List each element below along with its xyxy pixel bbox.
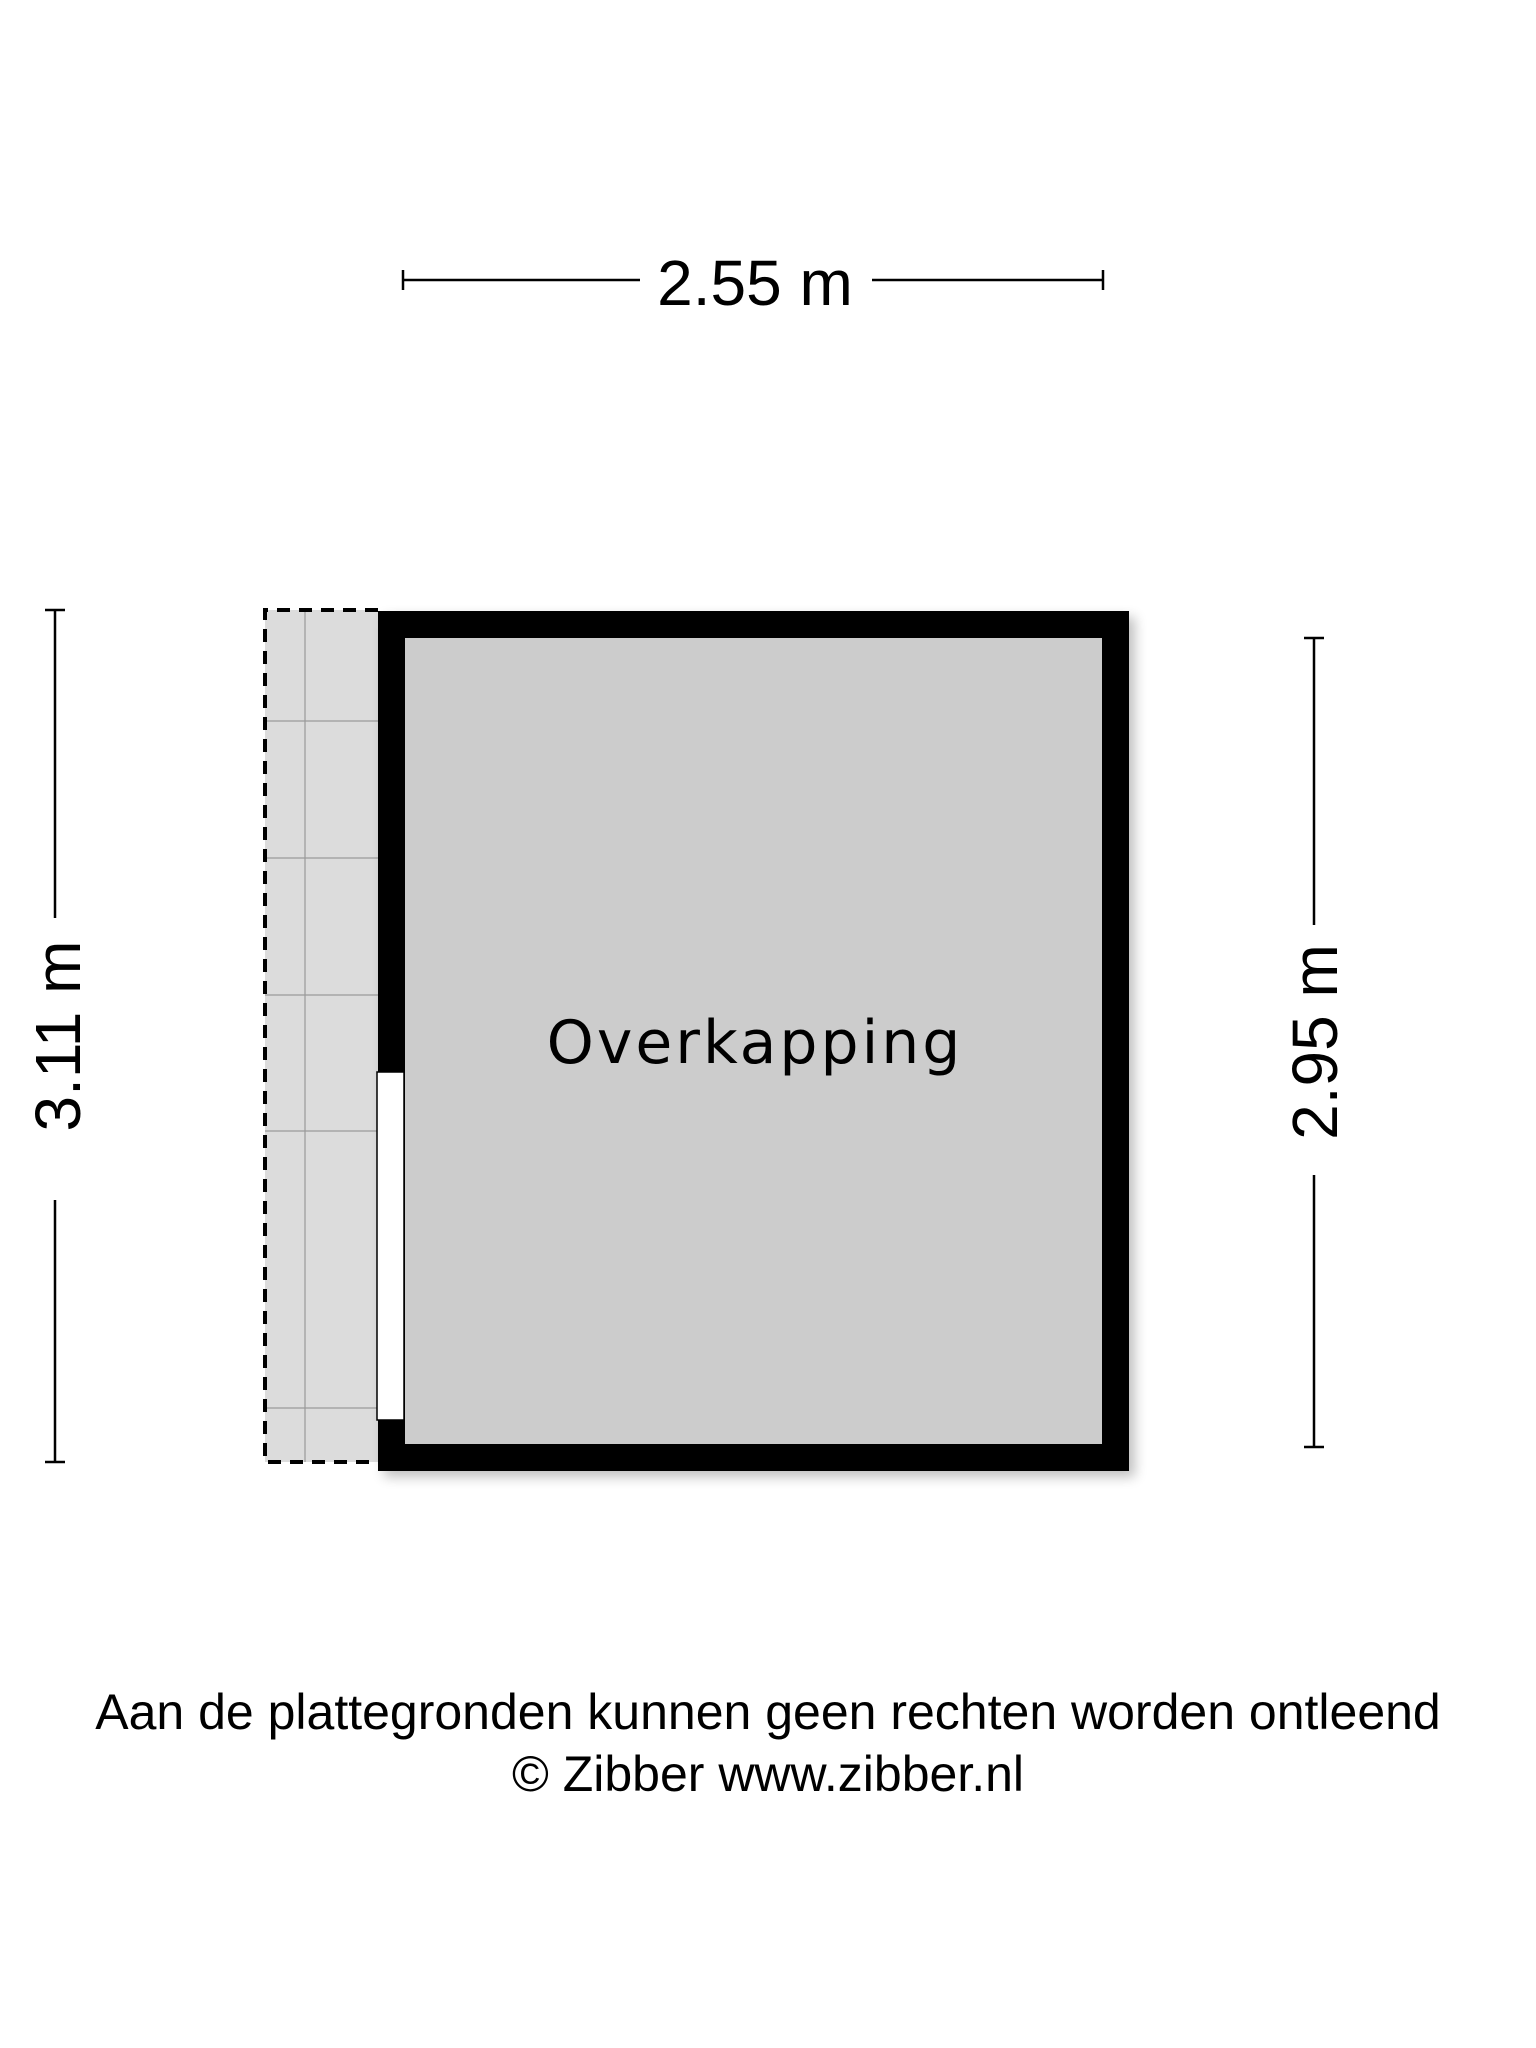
right-height-dimension-label: 2.95 m	[1279, 944, 1351, 1140]
left-height-dimension-label: 3.11 m	[22, 940, 94, 1132]
copyright-text: © Zibber www.zibber.nl	[511, 1746, 1025, 1802]
width-dimension	[403, 247, 1103, 319]
right-height-dimension	[1279, 638, 1351, 1447]
window-opening	[377, 1072, 404, 1420]
terrace-strip	[265, 610, 378, 1462]
width-dimension-label: 2.55 m	[657, 247, 853, 319]
disclaimer-text: Aan de plattegronden kunnen geen rechten worden ontleend	[95, 1684, 1441, 1740]
room-label: Overkapping	[546, 1008, 964, 1078]
left-height-dimension	[22, 610, 94, 1462]
